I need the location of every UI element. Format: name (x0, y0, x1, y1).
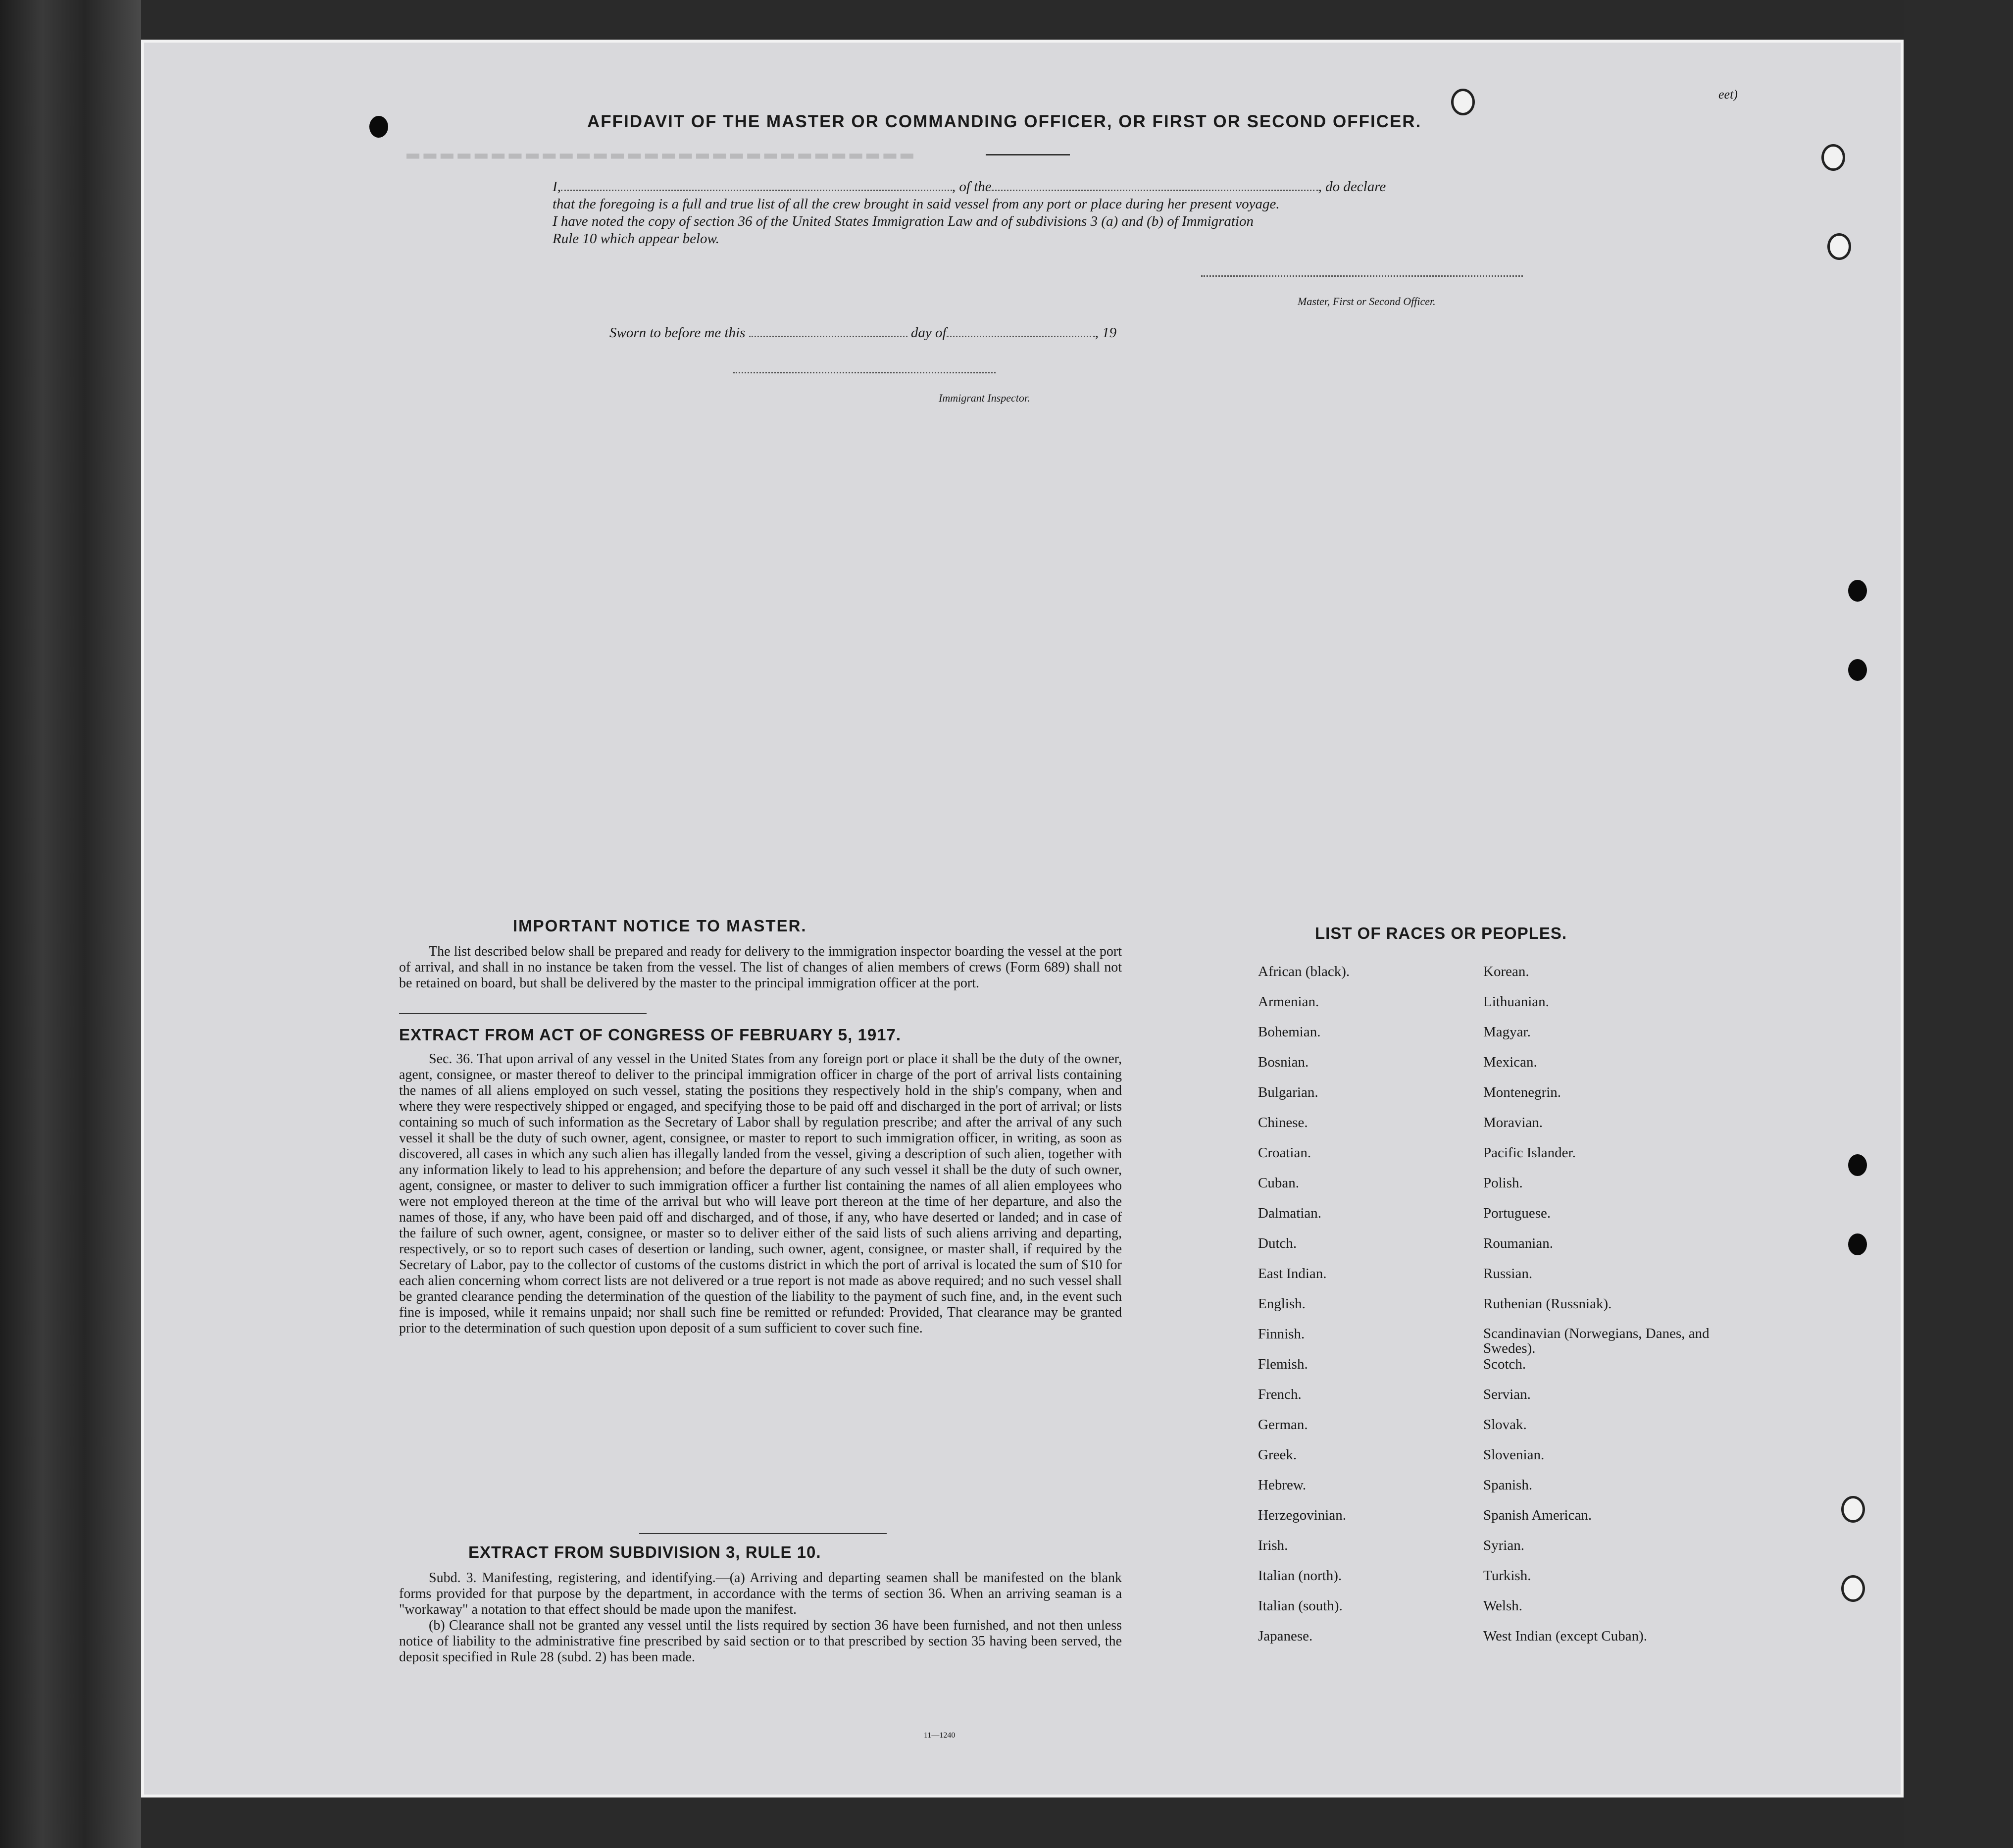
race-item: Cuban. (1258, 1175, 1299, 1191)
race-item: Korean. (1483, 964, 1529, 979)
race-item: Herzegovinian. (1258, 1507, 1346, 1523)
punch-hole-icon (1841, 1575, 1865, 1602)
punch-hole-icon (1827, 233, 1851, 260)
race-item: East Indian. (1258, 1266, 1327, 1282)
race-item: Spanish. (1483, 1477, 1533, 1493)
race-item: Italian (north). (1258, 1568, 1342, 1584)
race-item: Magyar. (1483, 1024, 1531, 1040)
rule-para-b: (b) Clearance shall not be granted any vessel until the lists required by section 36 have been furnished, and not then unless notice of liability to the administrative fine prescribed by said section or to that prescribed by section 35 having been served, the deposit specified in Rule 28 (subd. 2) has been made. (399, 1618, 1122, 1665)
corner-mark: eet) (1718, 87, 1738, 102)
sworn-month-blank[interactable] (947, 336, 1095, 337)
race-item: Irish. (1258, 1538, 1288, 1553)
race-item: Chinese. (1258, 1115, 1308, 1130)
bleed-through-title: ▬▬▬▬▬▬▬▬▬▬▬▬▬▬▬▬▬▬▬▬▬▬▬▬▬▬▬▬▬▬ (406, 142, 918, 166)
race-item: Greek. (1258, 1447, 1297, 1463)
punch-hole-icon (1451, 89, 1475, 115)
race-item: Finnish. (1258, 1326, 1305, 1342)
sworn-text: Sworn to before me this (609, 325, 746, 341)
year-prefix: , 19 (1095, 325, 1117, 341)
vessel-blank[interactable] (992, 190, 1318, 191)
manifest-page (141, 40, 1904, 1797)
race-item: Moravian. (1483, 1115, 1543, 1130)
race-item: Bosnian. (1258, 1054, 1309, 1070)
section-rule (399, 1013, 647, 1014)
race-item: Polish. (1483, 1175, 1523, 1191)
declare-of: , of the (952, 179, 992, 195)
race-item: Flemish. (1258, 1356, 1308, 1372)
notice-text: The list described below shall be prepared and ready for delivery to the immigration inspector boarding the vessel at the port of arrival, and shall in no instance be taken from the vessel. The list of changes of alien members of crews (Form 689) shall not be retained on board, but shall be delivered by the master to the principal immigration officer at the port. (399, 944, 1122, 991)
race-item: English. (1258, 1296, 1306, 1312)
race-item: Mexican. (1483, 1054, 1537, 1070)
race-item: French. (1258, 1386, 1302, 1402)
race-item: Scandinavian (Norwegians, Danes, and Swedes). (1483, 1326, 1710, 1356)
title-rule (986, 154, 1070, 155)
race-item: Slovenian. (1483, 1447, 1545, 1463)
affidavit-title: AFFIDAVIT OF THE MASTER OR COMMANDING OFFICER, OR FIRST OR SECOND OFFICER. (587, 112, 1422, 131)
declaration-line (553, 179, 1523, 195)
race-item: Scotch. (1483, 1356, 1526, 1372)
declare-i: I, (553, 179, 561, 195)
act-body (399, 1051, 1122, 1336)
punch-hole-icon (369, 116, 388, 138)
rule-title: EXTRACT FROM SUBDIVISION 3, RULE 10. (468, 1543, 821, 1561)
race-item: Dutch. (1258, 1235, 1297, 1251)
right-margin (1904, 0, 2013, 1848)
declaration-line-2: that the foregoing is a full and true list of all the crew brought in said vessel from any port or place during her present voyage. (553, 196, 1280, 212)
inspector-caption: Immigrant Inspector. (939, 392, 1030, 404)
declaration-line-4: Rule 10 which appear below. (553, 231, 719, 247)
race-item: Hebrew. (1258, 1477, 1307, 1493)
race-item: German. (1258, 1417, 1308, 1433)
signature-caption: Master, First or Second Officer. (1298, 295, 1436, 308)
punch-hole-icon (1848, 1233, 1867, 1255)
race-item: Pacific Islander. (1483, 1145, 1576, 1161)
name-blank[interactable] (561, 190, 952, 191)
punch-hole-icon (1841, 1496, 1865, 1523)
punch-hole-icon (1821, 144, 1845, 171)
race-item: Dalmatian. (1258, 1205, 1322, 1221)
form-number: 11—1240 (924, 1731, 956, 1740)
punch-hole-icon (1848, 580, 1867, 602)
races-left-column (1258, 964, 1350, 1658)
rule-para-a: Subd. 3. Manifesting, registering, and identifying.—(a) Arriving and departing seamen shall be manifested on the blank forms provided for that purpose by the department, in accordance with the terms of section 36. When an arriving seaman is a "workaway" a notation to that effect should be made upon the manifest. (399, 1570, 1122, 1617)
race-item: Portuguese. (1483, 1205, 1551, 1221)
race-item: West Indian (except Cuban). (1483, 1628, 1648, 1644)
section-rule (639, 1533, 887, 1534)
day-of-text: day of (910, 325, 947, 341)
race-item: Syrian. (1483, 1538, 1524, 1553)
race-item: Bohemian. (1258, 1024, 1321, 1040)
rule-body (399, 1570, 1122, 1665)
sworn-day-blank[interactable] (749, 336, 907, 337)
race-item: Russian. (1483, 1266, 1533, 1282)
declaration-line-3: I have noted the copy of section 36 of the United States Immigration Law and of subdivisions 3 (a) and (b) of Immigration (553, 213, 1254, 229)
race-item: Croatian. (1258, 1145, 1311, 1161)
race-item: Servian. (1483, 1386, 1531, 1402)
race-item: Welsh. (1483, 1598, 1523, 1614)
race-item: Roumanian. (1483, 1235, 1553, 1251)
race-item: Japanese. (1258, 1628, 1313, 1644)
race-item: Turkish. (1483, 1568, 1531, 1584)
races-title: LIST OF RACES OR PEOPLES. (1315, 924, 1567, 942)
punch-hole-icon (1848, 1154, 1867, 1176)
race-item: Slovak. (1483, 1417, 1527, 1433)
act-title: EXTRACT FROM ACT OF CONGRESS OF FEBRUARY 5, 1917. (399, 1026, 902, 1044)
race-item: Armenian. (1258, 994, 1319, 1010)
signature-blank[interactable] (1201, 275, 1523, 277)
notice-body (399, 944, 1122, 991)
act-text: Sec. 36. That upon arrival of any vessel in the United States from any foreign port or place it shall be the duty of the owner, agent, consignee, or master thereof to deliver to the principal immigration officer in charge of the port of arrival lists containing the names of all aliens employed on such vessel, stating the positions they respectively hold in the ship's company, when and where they were respectively shipped or engaged, and specifying those to be paid off and discharged in the port of arrival; or lists containing so much of such information as the Secretary of Labor shall by regulation prescribe; and after the arrival of any such vessel it shall be the duty of such owner, agent, consignee, or master to report to such immigration officer, in writing, as soon as discovered, all cases in which any such alien has illegally landed from the vessel, giving a description of such alien, together with any information likely to lead to his apprehension; and before the departure of any such vessel it shall be the duty of such owner, agent, consignee, or master to deliver to such immigration officer a further list containing the names of all alien employees who were not employed thereon at the time of the arrival but who will leave port thereon at the time of her departure, and also the names of those, if any, who have been paid off and discharged, and of those, if any, who have deserted or landed; and in case of the failure of such owner, agent, consignee, or master so to deliver either of the said lists of such aliens arriving and departing, respectively, or so to report such cases of desertion or landing, such owner, agent, consignee, or master shall, if required by the Secretary of Labor, pay to the collector of customs of the customs district in which the port of arrival is located the sum of $10 for each alien concerning whom correct lists are not delivered or a true report is not made as above required; and no such vessel shall be granted clearance pending the determination of the question of the liability to the payment of such fine, and, in the event such fine is imposed, while it remains unpaid; nor shall such fine be remitted or refunded: Provided, That clearance may be granted prior to the determination of such question upon deposit of a sum sufficient to cover such fine. (399, 1051, 1122, 1336)
race-item: Lithuanian. (1483, 994, 1549, 1010)
race-item: African (black). (1258, 964, 1350, 979)
punch-hole-icon (1848, 659, 1867, 681)
sworn-line (609, 325, 1116, 341)
race-item: Spanish American. (1483, 1507, 1592, 1523)
notice-title: IMPORTANT NOTICE TO MASTER. (513, 917, 807, 935)
declare-end: , do declare (1318, 179, 1386, 195)
left-binding-strip (0, 0, 141, 1848)
race-item: Montenegrin. (1483, 1084, 1561, 1100)
inspector-blank[interactable] (733, 372, 996, 373)
races-right-column (1483, 964, 1716, 1658)
race-item: Bulgarian. (1258, 1084, 1318, 1100)
race-item: Italian (south). (1258, 1598, 1343, 1614)
race-item: Ruthenian (Russniak). (1483, 1296, 1612, 1312)
